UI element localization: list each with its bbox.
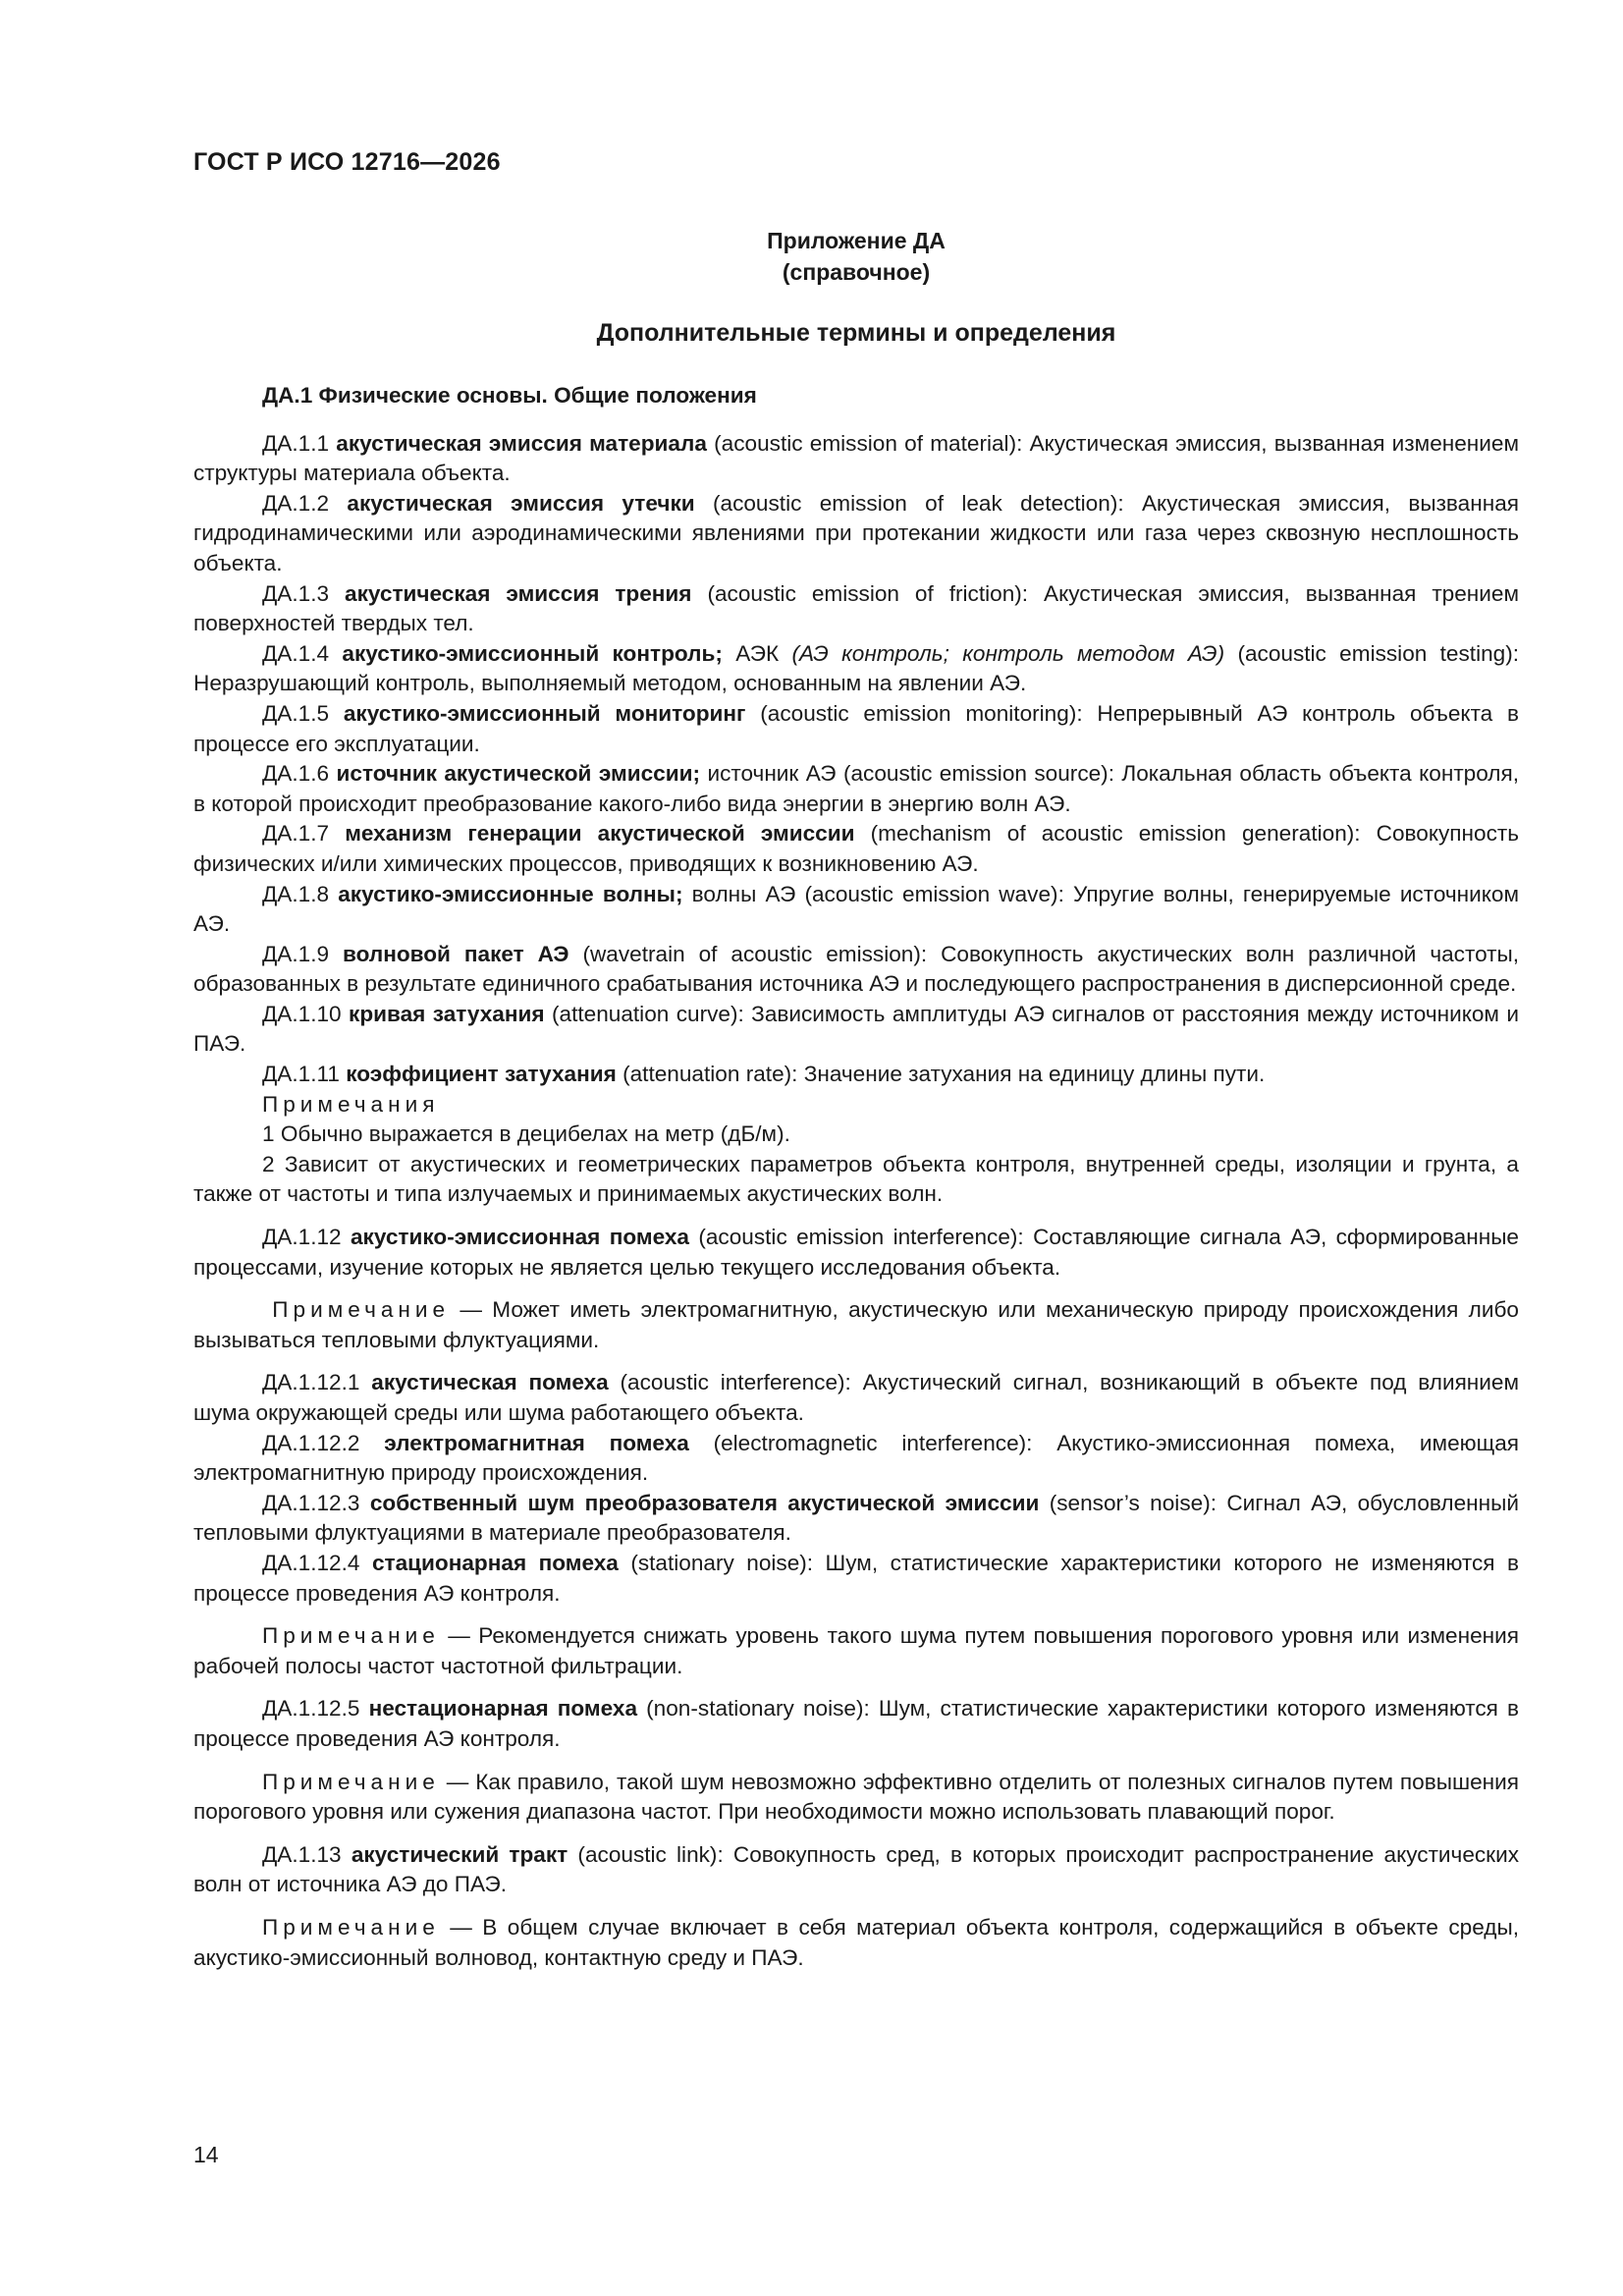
note: Примечание — Как правило, такой шум невозможно эффективно отделить от полезных сигналов путем повышения порогового уровня или сужения диапазона частот. При необходимости можно использовать плавающий порог. [193,1769,1519,1825]
term-entry: ДА.1.8 акустико-эмиссионные волны; волны АЭ (acoustic emission wave): Упругие волны, генерируемые источником АЭ. [193,881,1520,937]
term-entry: ДА.1.12.5 нестационарная помеха (non-stationary noise): Шум, статистические характеристики которого изменяются в процессе проведения АЭ контроля. [193,1696,1519,1751]
section-heading: ДА.1 Физические основы. Общие положения [262,383,757,408]
document-header: ГОСТ Р ИСО 12716—2026 [193,148,501,176]
term-entry: ДА.1.4 акустико-эмиссионный контроль; АЭК (АЭ контроль; контроль методом АЭ) (acoustic emission testing): Неразрушающий контроль, выполняемый методом, основанным на явлении АЭ. [193,640,1520,696]
page-number: 14 [193,2142,219,2167]
notes-label: Примечания [262,1091,440,1117]
annex-heading [193,225,1519,288]
annex-name: Приложение ДА [767,228,946,253]
term-entry: ДА.1.12.1 акустическая помеха (acoustic interference): Акустический сигнал, возникающий в объекте под влиянием шума окружающей среды или шума работающего объекта. [193,1370,1519,1425]
term-entry: ДА.1.5 акустико-эмиссионный мониторинг (acoustic emission monitoring): Непрерывный АЭ контроль объекта в процессе его эксплуатации. [193,700,1519,756]
term-entry: ДА.1.2 акустическая эмиссия утечки (acoustic emission of leak detection): Акустическая эмиссия, вызванная гидродинамическими или аэродинамическими явлениями при протекании жидкости или газа через сквозную несплошность объекта. [193,490,1519,575]
note-item: 1 Обычно выражается в децибелах на метр (дБ/м). [262,1121,790,1147]
document-body [193,381,1519,1973]
annex-title: Дополнительные термины и определения [596,319,1116,347]
note: Примечание — В общем случае включает в себя материал объекта контроля, содержащийся в объекте среды, акустико-эмиссионный волновод, контактную среду и ПАЭ. [193,1914,1519,1970]
term-entry: ДА.1.12.2 электромагнитная помеха (electromagnetic interference): Акустико-эмиссионная помеха, имеющая электромагнитную природу происхождения. [193,1430,1519,1486]
note-item: 2 Зависит от акустических и геометрических параметров объекта контроля, внутренней среды, изоляции и грунта, а также от частоты и типа излучаемых и принимаемых акустических волн. [193,1151,1519,1207]
term-entry: ДА.1.6 источник акустической эмиссии; источник АЭ (acoustic emission source): Локальная область объекта контроля, в которой происходит преобразование какого-либо вида энергии в энергию волн АЭ. [193,761,1520,816]
term-entry: ДА.1.11 коэффициент затухания (attenuation rate): Значение затухания на единицу длины пути. [262,1062,1266,1087]
note: Примечание — Может иметь электромагнитную, акустическую или механическую природу происхождения либо вызываться тепловыми флуктуациями. [193,1297,1519,1352]
term-entry: ДА.1.12.4 стационарная помеха (stationary noise): Шум, статистические характеристики которого не изменяются в процессе проведения АЭ контроля. [193,1550,1519,1606]
annex-status: (справочное) [782,259,931,285]
term-entry: ДА.1.10 кривая затухания (attenuation curve): Зависимость амплитуды АЭ сигналов от расстояния между источником и ПАЭ. [193,1001,1519,1057]
term-entry: ДА.1.12 акустико-эмиссионная помеха (acoustic emission interference): Составляющие сигнала АЭ, сформированные процессами, изучение которых не является целью текущего исследования объекта. [193,1225,1519,1280]
term-entry: ДА.1.13 акустический тракт (acoustic link): Совокупность сред, в которых происходит распространение акустических волн от источника АЭ до ПАЭ. [193,1841,1519,1897]
note: Примечание — Рекомендуется снижать уровень такого шума путем повышения порогового уровня или изменения рабочей полосы частот частотной фильтрации. [193,1623,1519,1678]
term-entry: ДА.1.3 акустическая эмиссия трения (acoustic emission of friction): Акустическая эмиссия, вызванная трением поверхностей твердых тел. [193,580,1519,636]
term-entry: ДА.1.12.3 собственный шум преобразователя акустической эмиссии (sensor’s noise): Сигнал АЭ, обусловленный тепловыми флуктуациями в материале преобразователя. [193,1490,1519,1546]
term-entry: ДА.1.9 волновой пакет АЭ (wavetrain of acoustic emission): Совокупность акустических волн различной частоты, образованных в результате единичного срабатывания источника АЭ и последующего распространения в дисперсионной среде. [193,941,1520,997]
term-entry: ДА.1.7 механизм генерации акустической эмиссии (mechanism of acoustic emission generation): Совокупность физических и/или химических процессов, приводящих к возникновению АЭ. [193,821,1520,876]
term-entry: ДА.1.1 акустическая эмиссия материала (acoustic emission of material): Акустическая эмиссия, вызванная изменением структуры материала объекта. [193,430,1519,486]
